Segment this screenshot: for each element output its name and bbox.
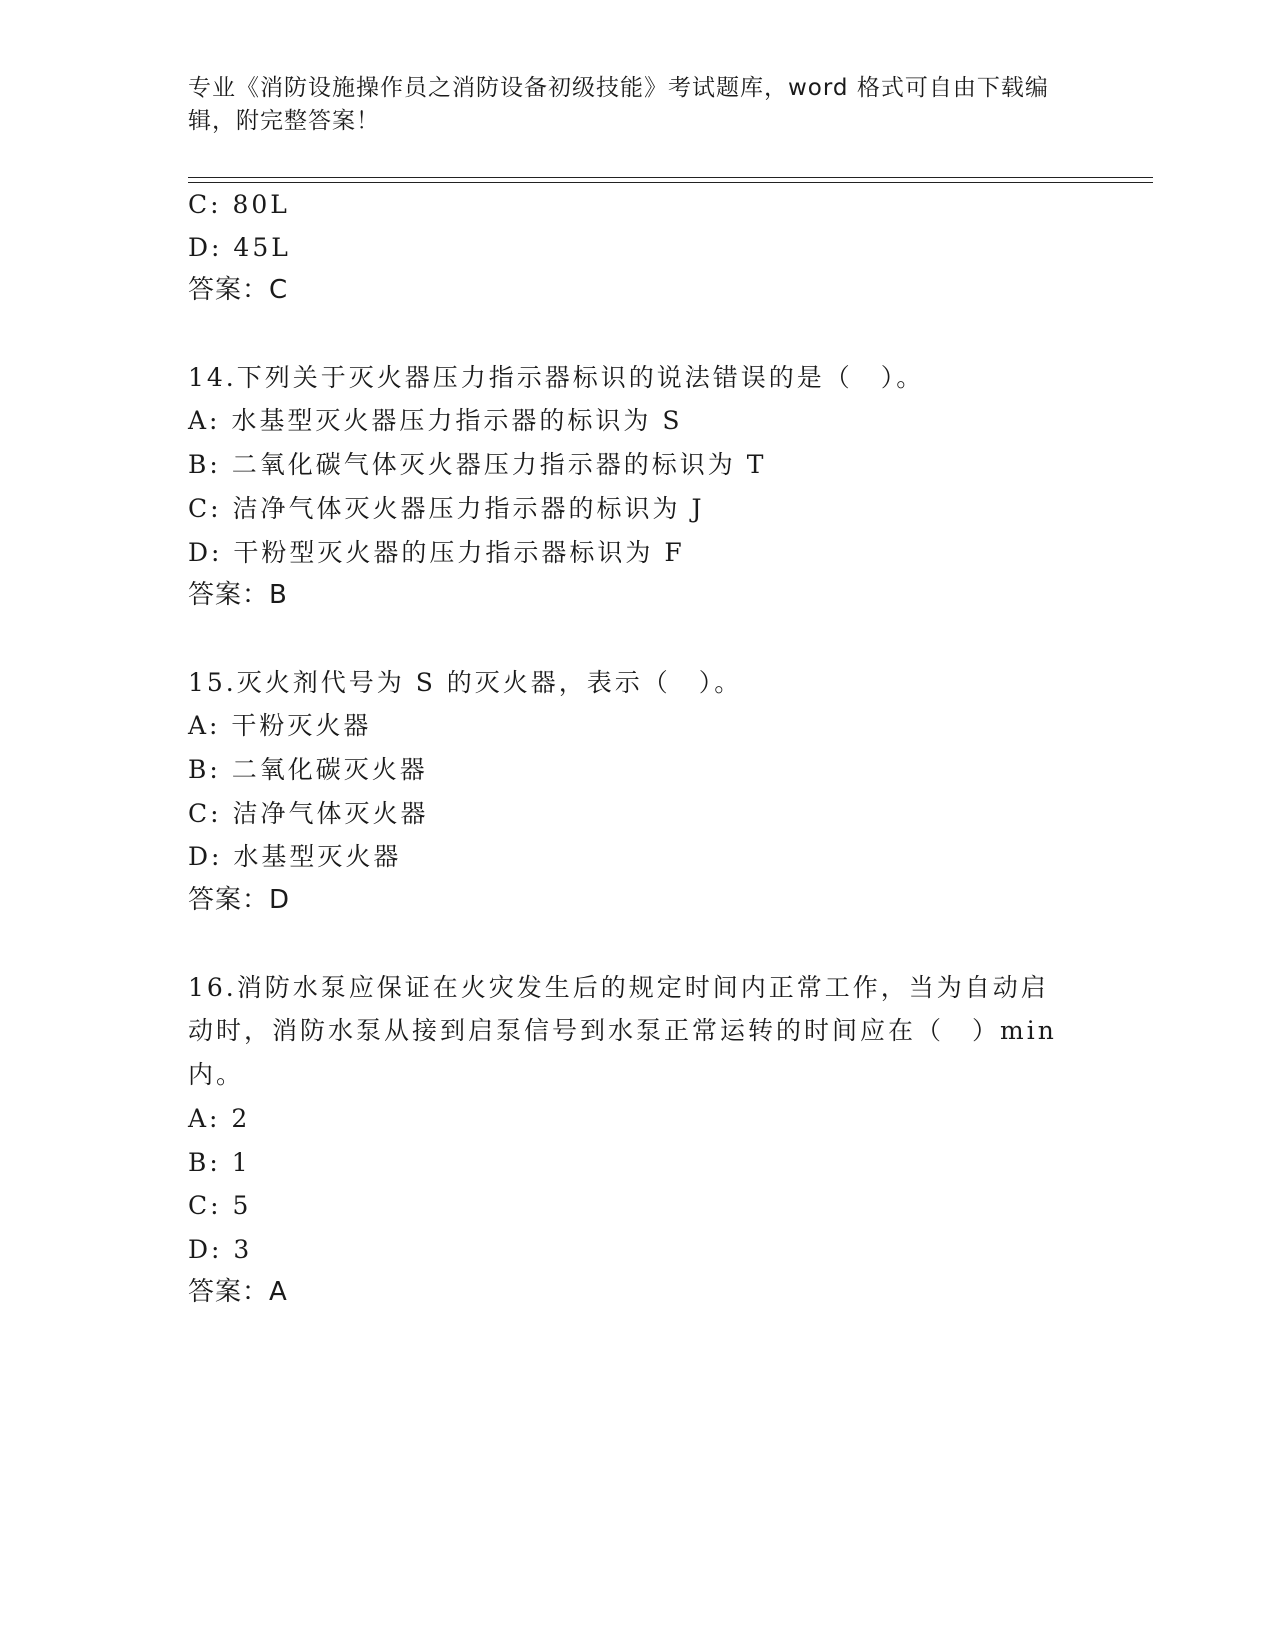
q15-stem: 15.灭火剂代号为 S 的灭火器，表示（ ）。 [188, 668, 743, 697]
q14-option-a: A: 水基型灭火器压力指示器的标识为 S [188, 406, 683, 435]
header-divider-top [188, 177, 1153, 178]
q14-stem: 14.下列关于灭火器压力指示器标识的说法错误的是（ ）。 [188, 363, 925, 392]
q15-option-c: C: 洁净气体灭火器 [188, 799, 429, 828]
document-header [188, 72, 1088, 138]
q14-option-c: C: 洁净气体灭火器压力指示器的标识为 J [188, 494, 705, 523]
q13-option-d: D: 45L [188, 233, 291, 262]
q15-option-b: B: 二氧化碳灭火器 [188, 755, 428, 784]
q16-option-b: B: 1 [188, 1148, 251, 1177]
header-divider-bottom [188, 182, 1153, 183]
q16-option-d: D: 3 [188, 1235, 253, 1264]
q15-option-d: D: 水基型灭火器 [188, 842, 402, 871]
q15-option-a: A: 干粉灭火器 [188, 711, 372, 740]
q16-answer: 答案：A [188, 1277, 288, 1307]
q15-answer: 答案：D [188, 885, 291, 915]
q16-stem-line-3: 内。 [188, 1060, 245, 1089]
q14-answer: 答案：B [188, 580, 288, 610]
header-line-1: 专业《消防设施操作员之消防设备初级技能》考试题库，word 格式可自由下载编 [188, 75, 1049, 101]
q13-answer: 答案：C [188, 275, 289, 305]
q14-option-b: B: 二氧化碳气体灭火器压力指示器的标识为 T [188, 450, 767, 479]
q16-option-a: A: 2 [188, 1104, 251, 1133]
q14-option-d: D: 干粉型灭火器的压力指示器标识为 F [188, 538, 685, 567]
header-line-2: 辑，附完整答案！ [188, 108, 380, 134]
q16-stem-line-1: 16.消防水泵应保证在火灾发生后的规定时间内正常工作，当为自动启 [188, 973, 1049, 1002]
q16-option-c: C: 5 [188, 1191, 252, 1220]
q16-stem-line-2: 动时，消防水泵从接到启泵信号到水泵正常运转的时间应在（ ）min [188, 1016, 1057, 1045]
q13-option-c: C: 80L [188, 190, 290, 219]
